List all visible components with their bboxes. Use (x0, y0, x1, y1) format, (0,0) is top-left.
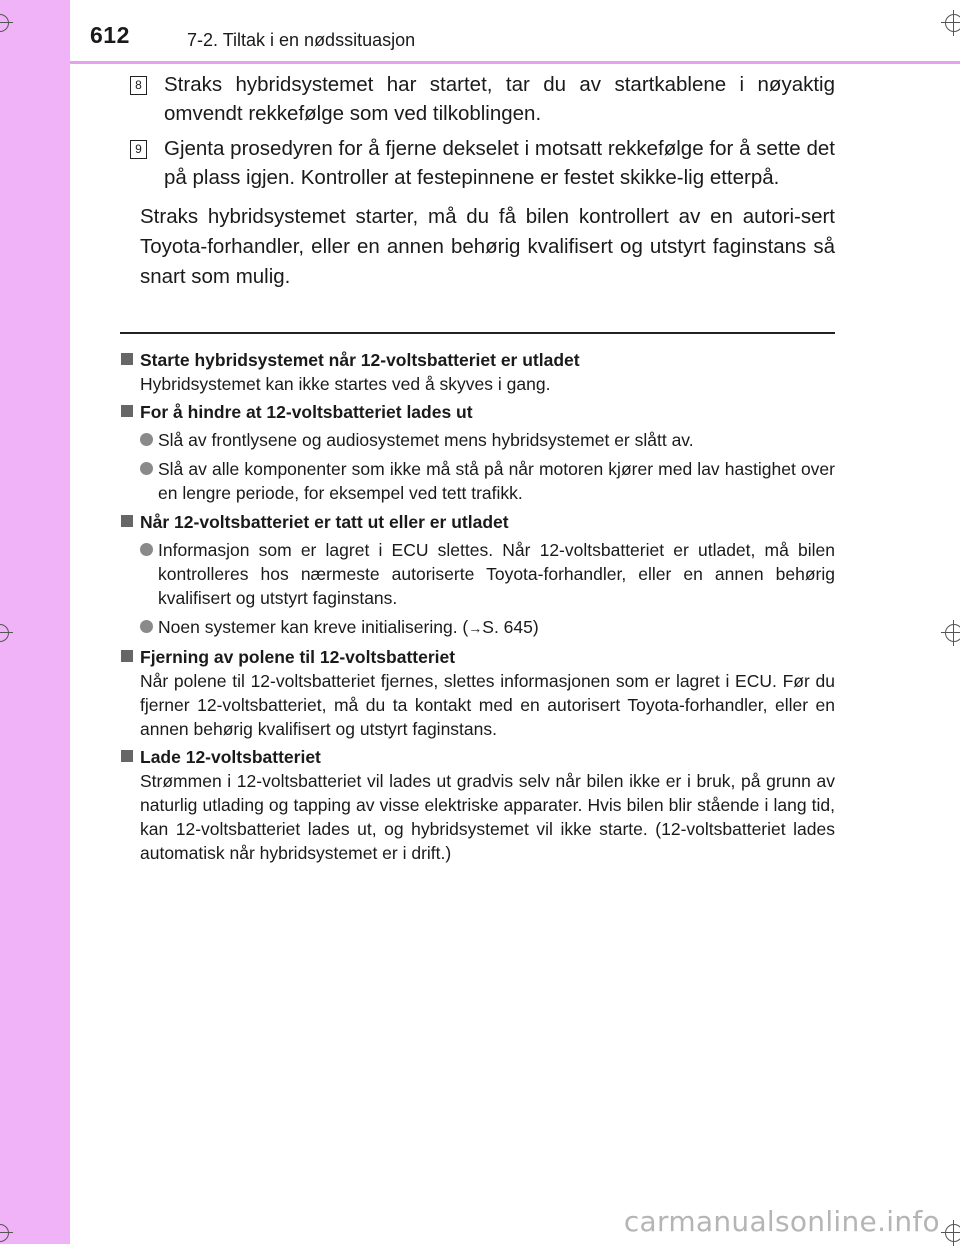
step-number-badge: 8 (130, 76, 147, 95)
square-bullet-icon (121, 405, 133, 417)
registration-mark-icon (941, 1220, 960, 1246)
circle-bullet-icon (140, 543, 153, 556)
step-8 (120, 70, 835, 128)
circle-bullet-icon (140, 433, 153, 446)
bullet-item (120, 428, 835, 452)
bullet-text: Slå av frontlysene og audiosystemet mens hybridsystemet er slått av. (158, 430, 694, 450)
square-bullet-icon (121, 750, 133, 762)
step-text: Straks hybridsystemet har startet, tar du av startkablene i nøyaktig omvendt rekkefølge som ved tilkoblingen. (164, 73, 835, 125)
note-heading-text: Fjerning av polene til 12-voltsbatteriet (140, 647, 456, 667)
note-heading-text: Når 12-voltsbatteriet er tatt ut eller er utladet (140, 512, 509, 532)
registration-mark-icon (941, 620, 960, 646)
square-bullet-icon (121, 515, 133, 527)
circle-bullet-icon (140, 620, 153, 633)
section-title: 7-2. Tiltak i en nødssituasjon (187, 30, 416, 50)
page-number: 612 (90, 22, 130, 48)
bullet-item (120, 457, 835, 505)
registration-mark-icon (0, 10, 13, 36)
registration-mark-icon (941, 10, 960, 36)
square-bullet-icon (121, 650, 133, 662)
registration-mark-icon (0, 620, 13, 646)
note-body: Strømmen i 12-voltsbatteriet vil lades ut gradvis selv når bilen ikke er i bruk, på grunn av naturlig utlading og tapping av visse elektriske apparater. Hvis bilen blir stående i lang tid, kan 12-voltsbatteriet lades ut, og hybridsystemet vil ikke starte. (12-voltsbatteriet lades automatisk når hybridsystemet er i drift.) (140, 771, 835, 863)
note-heading-text: For å hindre at 12-voltsbatteriet lades ut (140, 402, 473, 422)
note-heading (120, 348, 835, 372)
step-9 (120, 134, 835, 192)
notes-section (120, 344, 835, 869)
page-reference-link[interactable]: S. 645) (482, 617, 539, 637)
bullet-item (120, 615, 835, 640)
main-content (120, 70, 835, 292)
header-rule (70, 61, 960, 64)
note-heading (120, 645, 835, 669)
section-divider (120, 332, 835, 334)
step-number-badge: 9 (130, 140, 147, 159)
watermark: carmanualsonline.info (623, 1205, 940, 1238)
note-heading (120, 745, 835, 769)
registration-mark-icon (0, 1220, 13, 1246)
square-bullet-icon (121, 353, 133, 365)
note-body: Når polene til 12-voltsbatteriet fjernes, slettes informasjonen som er lagret i ECU. Før du fjerner 12-voltsbatteriet, må du ta kontakt med en autorisert Toyota-forhandler, eller en annen behørig kvalifisert og utstyrt faginstans. (140, 671, 835, 739)
note-heading (120, 400, 835, 424)
circle-bullet-icon (140, 462, 153, 475)
bullet-item (120, 538, 835, 610)
note-heading (120, 510, 835, 534)
step-text: Gjenta prosedyren for å fjerne dekselet i motsatt rekkefølge for å sette det på plass igjen. Kontroller at festepinnene er festet skikke-lig etterpå. (164, 137, 835, 189)
main-paragraph: Straks hybridsystemet starter, må du få bilen kontrollert av en autori-sert Toyota-forhandler, eller en annen behørig kvalifisert og utstyrt faginstans så snart som mulig. (140, 205, 835, 288)
note-heading-text: Lade 12-voltsbatteriet (140, 747, 321, 767)
bullet-text: Noen systemer kan kreve initialisering. ( (158, 617, 469, 637)
bullet-text: Informasjon som er lagret i ECU slettes. Når 12-voltsbatteriet er utladet, må bilen kontrolleres hos nærmeste autoriserte Toyota-forhandler, eller en annen behørig kvalifisert og utstyrt faginstans. (158, 540, 835, 608)
bullet-text: Slå av alle komponenter som ikke må stå på når motoren kjører med lav hastighet over en lengre periode, for eksempel ved tett trafikk. (158, 459, 835, 503)
note-body: Hybridsystemet kan ikke startes ved å skyves i gang. (140, 374, 551, 394)
arrow-right-icon: → (468, 620, 483, 636)
note-heading-text: Starte hybridsystemet når 12-voltsbatteriet er utladet (140, 350, 580, 370)
